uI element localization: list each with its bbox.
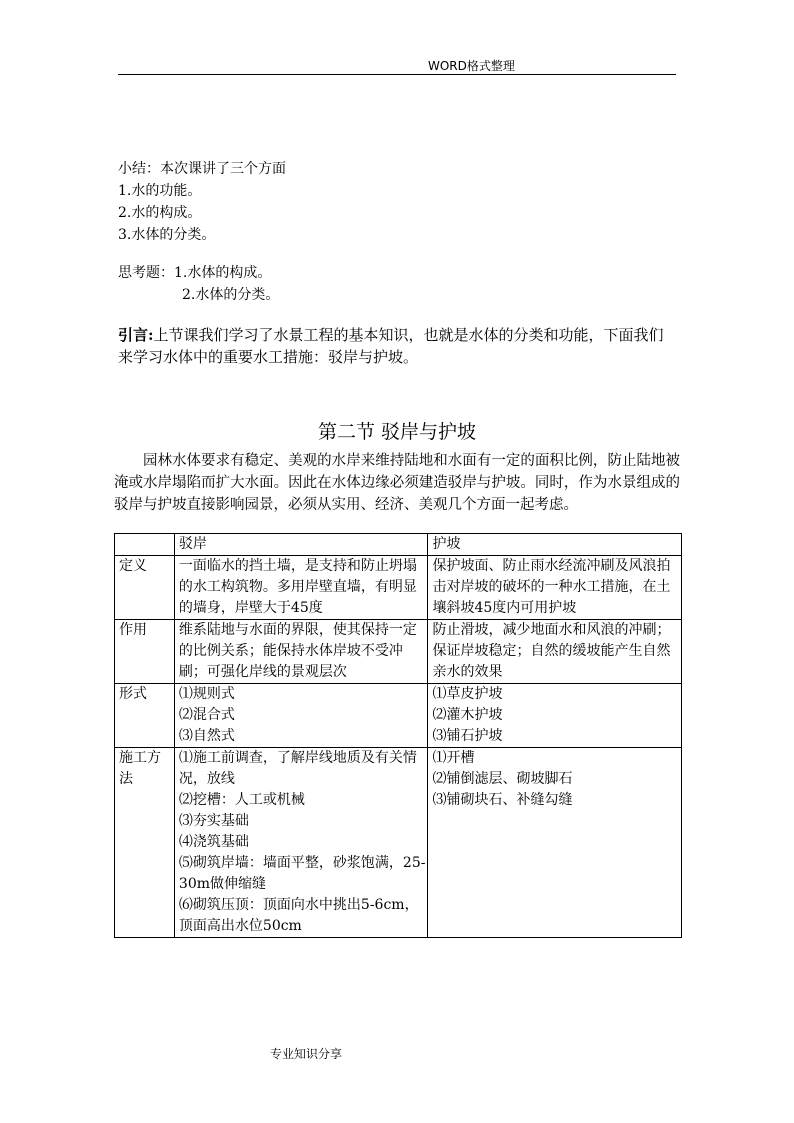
cell-line: ⑷浇筑基础 [178,834,249,850]
cell-line: ⑵挖槽：人工或机械 [178,792,305,808]
header-cell-hu: 护坡 [428,534,682,556]
cell-line: ⑹砌筑压顶：顶面向水中挑出5-6cm，顶面高出水位50cm [178,897,419,934]
bo-cell [174,684,428,748]
cell-line: ⑵铺倒滤层、砌坡脚石 [432,771,573,787]
cell-line: ⑶自然式 [178,728,235,744]
cell-line: ⑶铺砌块石、补缝勾缝 [432,792,573,808]
hu-cell [428,620,682,684]
cell-line: ⑴施工前调查，了解岸线地质及有关情况，放线 [178,750,417,787]
cell-line: 一面临水的挡土墙，是支持和防止坍塌的水工构筑物。多用岸壁直墙，有明显的墙身，岸壁大于45度 [178,558,417,616]
row-label: 形式 [115,684,175,748]
row-label: 定义 [115,556,175,620]
cell-line: ⑸砌筑岸墙：墙面平整，砂浆饱满，25-30m做伸缩缝 [178,855,426,892]
body-paragraph: 园林水体要求有稳定、美观的水岸来维持陆地和水面有一定的面积比例，防止陆地被淹或水岸塌陷而扩大水面。因此在水体边缘必须建造驳岸与护坡。同时，作为水景组成的驳岸与护坡直接影响园景，必须从实用、经济、美观几个方面一起考虑。 [114,453,680,513]
hu-cell [428,748,682,938]
summary-item: 3.水体的分类。 [118,227,216,243]
summary-section [118,158,286,246]
summary-title: 小结：本次课讲了三个方面 [118,161,286,177]
table-row [115,620,682,684]
table-row [115,556,682,620]
page-header: WORD格式整理 [428,59,515,73]
cell-line: ⑴草皮护坡 [432,686,503,702]
header-cell-bo: 驳岸 [174,534,428,556]
section-title: 第二节 驳岸与护坡 [317,421,477,443]
header-rule [118,74,676,75]
comparison-table [114,533,682,938]
cell-line: ⑴规则式 [178,686,235,702]
think-line-1: 思考题：1.水体的构成。 [118,265,272,281]
cell-line: 保护坡面、防止雨水经流冲刷及风浪拍击对岸坡的破坏的一种水工措施，在土壤斜坡45度内可用护坡 [432,558,671,616]
table-header-row [115,534,682,556]
hu-cell [428,684,682,748]
intro-text: 上节课我们学习了水景工程的基本知识，也就是水体的分类和功能，下面我们来学习水体中的重要水工措施：驳岸与护坡。 [118,326,664,366]
cell-line: ⑶铺石护坡 [432,728,503,744]
cell-line: ⑶夯实基础 [178,813,249,829]
bo-cell [174,748,428,938]
table-row [115,748,682,938]
row-label: 施工方法 [115,748,175,938]
summary-item: 1.水的功能。 [118,183,202,199]
cell-line: 维系陆地与水面的界限，使其保持一定的比例关系；能保持水体岸坡不受冲刷；可强化岸线的景观层次 [178,622,417,680]
header-cell-empty [115,534,175,556]
cell-line: ⑵灌木护坡 [432,707,503,723]
intro-label: 引言: [118,326,154,344]
think-section [118,262,279,306]
intro-section [118,324,678,368]
bo-cell [174,620,428,684]
row-label: 作用 [115,620,175,684]
cell-line: ⑵混合式 [178,707,235,723]
hu-cell [428,556,682,620]
cell-line: ⑴开槽 [432,750,475,766]
think-line-2: 2.水体的分类。 [182,287,280,303]
page-footer: 专业知识分享 [270,1047,343,1061]
bo-cell [174,556,428,620]
cell-line: 防止滑坡，减少地面水和风浪的冲刷；保证岸坡稳定；自然的缓坡能产生自然亲水的效果 [432,622,671,680]
table-row [115,684,682,748]
summary-item: 2.水的构成。 [118,205,202,221]
